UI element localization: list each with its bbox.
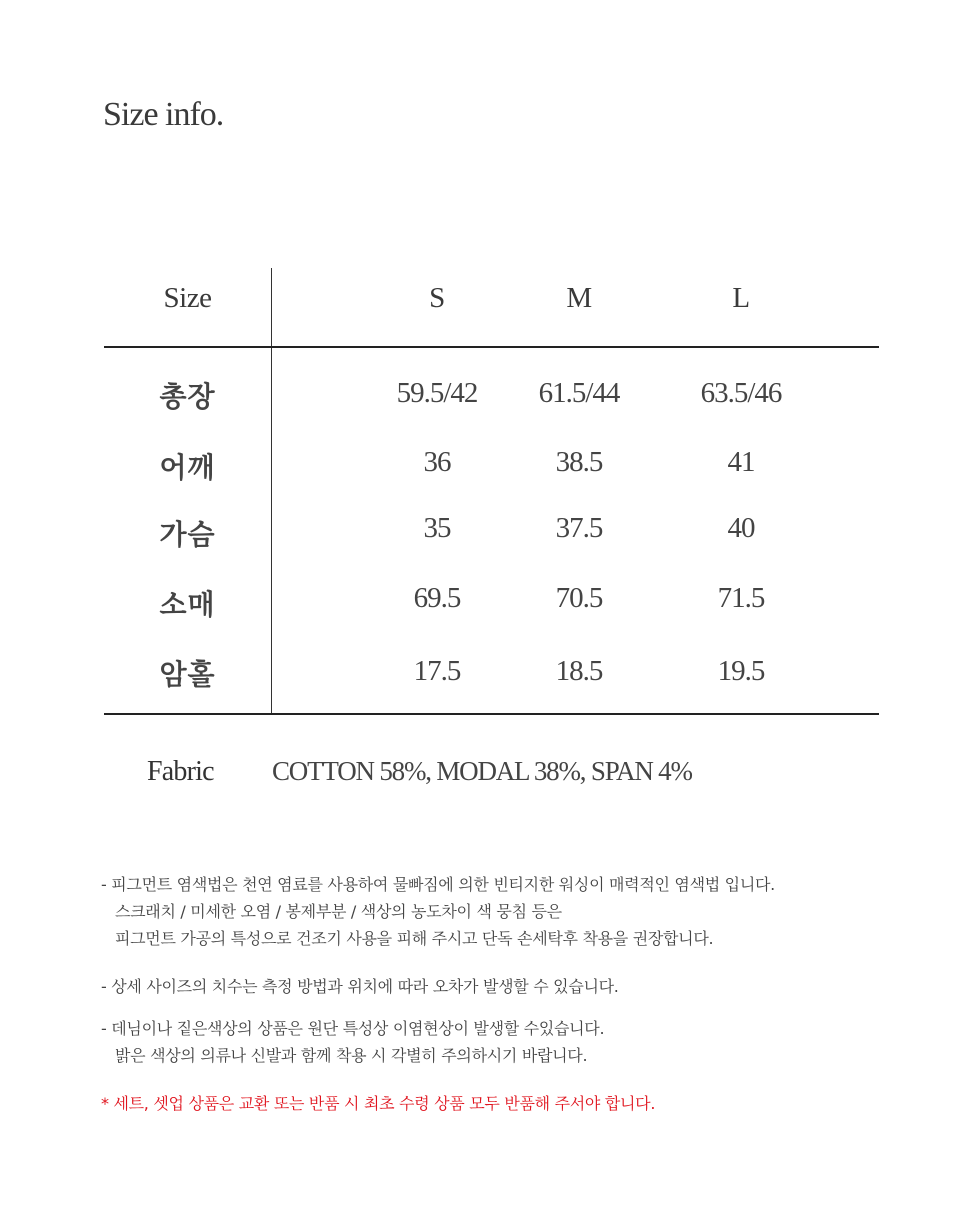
row-label-total-length: 총장: [159, 380, 216, 413]
care-note-denim: [101, 1015, 604, 1069]
table-cell: 19.5: [717, 655, 765, 687]
table-cell: 61.5/44: [538, 377, 620, 409]
row-label-armhole: 암홀: [159, 658, 216, 691]
page-title: Size info.: [103, 96, 224, 133]
table-header-size-m: M: [566, 282, 592, 314]
table-cell: 18.5: [555, 655, 603, 687]
note-line: - 데님이나 짙은색상의 상품은 원단 특성상 이염현상이 발생할 수있습니다.: [101, 1019, 605, 1038]
fabric-label: Fabric: [147, 756, 214, 787]
table-cell: 35: [423, 512, 451, 544]
table-cell: 17.5: [413, 655, 461, 687]
table-cell: 41: [727, 446, 755, 478]
table-cell: 70.5: [555, 582, 603, 614]
table-header-rule: [104, 346, 879, 348]
table-column-divider: [271, 268, 272, 714]
table-cell: 69.5: [413, 582, 461, 614]
row-label-shoulder: 어깨: [159, 451, 216, 484]
note-line: - 상세 사이즈의 치수는 측정 방법과 위치에 따라 오차가 발생할 수 있습니다.: [101, 977, 619, 996]
table-cell: 71.5: [717, 582, 765, 614]
care-note-measurement: [101, 973, 619, 1000]
note-line: 피그먼트 가공의 특성으로 건조기 사용을 피해 주시고 단독 손세탁후 착용을 권장합니다.: [115, 929, 714, 948]
table-cell: 37.5: [555, 512, 603, 544]
table-bottom-rule: [104, 713, 879, 715]
row-label-sleeve: 소매: [159, 588, 216, 621]
table-cell: 38.5: [555, 446, 603, 478]
table-header-size-s: S: [429, 282, 445, 314]
note-line: 밝은 색상의 의류나 신발과 함께 착용 시 각별히 주의하시기 바랍니다.: [115, 1046, 588, 1065]
row-label-chest: 가슴: [159, 518, 216, 551]
table-header-size-l: L: [732, 282, 750, 314]
fabric-composition: COTTON 58%, MODAL 38%, SPAN 4%: [272, 756, 692, 786]
note-line: - 피그먼트 염색법은 천연 염료를 사용하여 물빠짐에 의한 빈티지한 워싱이 매력적인 염색법 입니다.: [101, 875, 775, 894]
return-warning: * 세트, 셋업 상품은 교환 또는 반품 시 최초 수령 상품 모두 반품해 주서야 합니다.: [101, 1094, 656, 1113]
table-cell: 40: [727, 512, 755, 544]
note-line: 스크래치 / 미세한 오염 / 봉제부분 / 색상의 농도차이 색 뭉침 등은: [115, 902, 562, 921]
table-cell: 59.5/42: [396, 377, 478, 409]
table-header-size-label: Size: [163, 282, 212, 314]
care-note-pigment: [101, 871, 775, 952]
table-cell: 63.5/46: [700, 377, 782, 409]
table-cell: 36: [423, 446, 451, 478]
